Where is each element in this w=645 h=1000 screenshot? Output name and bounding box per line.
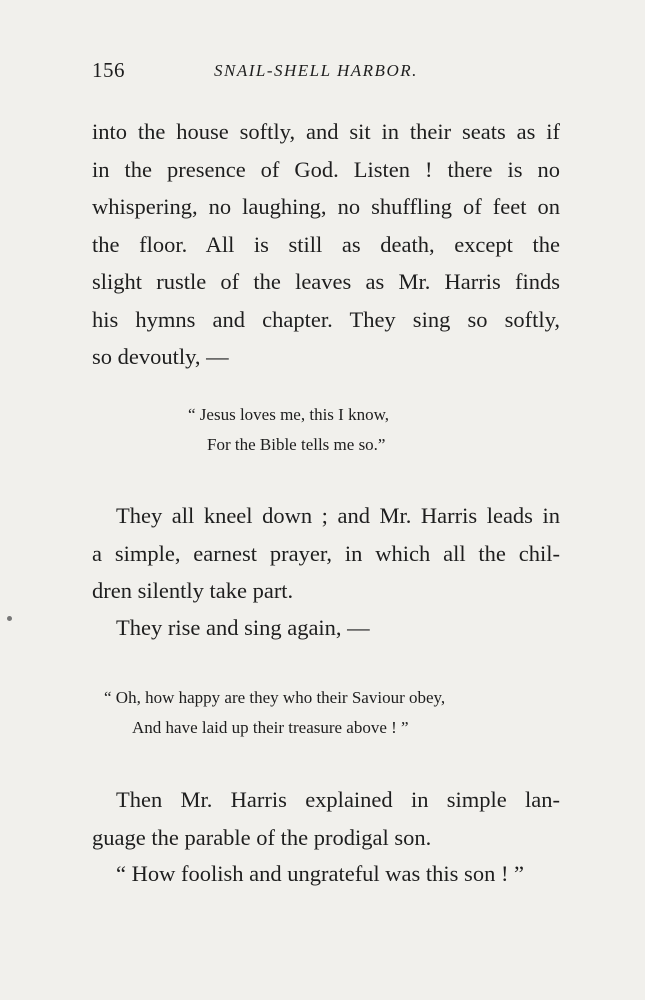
text-line: Then Mr. Harris explained in simple lan- bbox=[116, 787, 560, 812]
text-line: slight rustle of the leaves as Mr. Harris finds bbox=[92, 269, 560, 294]
paragraph-5 bbox=[92, 855, 560, 893]
text-line: guage the parable of the prodigal son. bbox=[92, 824, 432, 850]
text-line: a simple, earnest prayer, in which all the chil- bbox=[92, 540, 560, 566]
page-number: 156 bbox=[92, 58, 125, 82]
text-line: “ How foolish and ungrateful was this son ! ” bbox=[116, 861, 525, 886]
text-line: dren silently take part. bbox=[92, 578, 294, 603]
text-line: the floor. All is still as death, except the bbox=[92, 231, 560, 257]
text-line: into the house softly, and sit in their seats as if bbox=[92, 119, 560, 144]
text-line: so devoutly, — bbox=[92, 344, 229, 369]
paragraph-4 bbox=[92, 781, 560, 856]
text-line: in the presence of God. Listen ! there is no bbox=[92, 156, 560, 182]
text-line: They rise and sing again, — bbox=[116, 615, 370, 640]
verse-line: “ Oh, how happy are they who their Saviour obey, bbox=[104, 688, 446, 707]
text-line: whispering, no laughing, no shuffling of feet on bbox=[92, 194, 560, 219]
text-line: his hymns and chapter. They sing so softly, bbox=[92, 306, 560, 332]
print-speck bbox=[7, 616, 12, 621]
verse-line: For the Bible tells me so.” bbox=[207, 435, 386, 454]
hymn-verse-1 bbox=[188, 400, 389, 460]
paragraph-3 bbox=[92, 609, 560, 647]
paragraph-1 bbox=[92, 113, 560, 376]
text-line: They all kneel down ; and Mr. Harris leads in bbox=[116, 503, 560, 528]
verse-line: And have laid up their treasure above ! ” bbox=[132, 718, 409, 737]
page-header bbox=[92, 58, 560, 88]
verse-line: “ Jesus loves me, this I know, bbox=[188, 405, 389, 424]
paragraph-2 bbox=[92, 497, 560, 610]
hymn-verse-2 bbox=[104, 683, 445, 743]
running-head: SNAIL-SHELL HARBOR. bbox=[214, 61, 418, 80]
